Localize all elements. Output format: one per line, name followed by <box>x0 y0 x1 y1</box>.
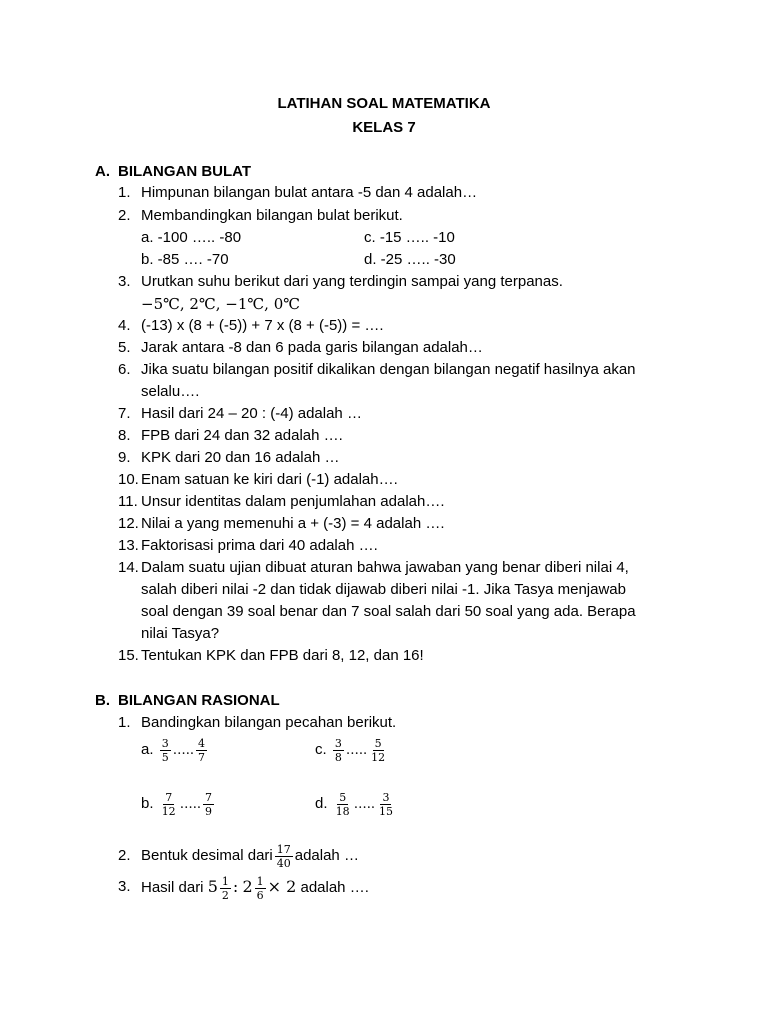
mixed-fraction-question <box>141 871 369 904</box>
question-text: adalah …. <box>300 879 369 896</box>
denominator: 12 <box>161 804 176 818</box>
question-number: 2. <box>118 207 131 224</box>
denominator: 12 <box>371 750 386 764</box>
denominator: 9 <box>204 804 212 818</box>
division-operator: : <box>232 877 239 896</box>
numerator: 5 <box>339 790 347 804</box>
denominator: 7 <box>197 750 205 764</box>
numerator: 1 <box>256 874 264 888</box>
question-text: (-13) x (8 + (-5)) + 7 x (8 + (-5)) = …. <box>141 317 384 334</box>
whole-number: 5 <box>207 877 218 896</box>
denominator: 8 <box>334 750 342 764</box>
question-text: Hasil dari 24 – 20 : (-4) adalah … <box>141 405 362 422</box>
question-text: Nilai a yang memenuhi a + (-3) = 4 adalah …. <box>141 515 445 532</box>
question-number: 4. <box>118 317 131 334</box>
fraction <box>333 737 344 764</box>
numerator: 17 <box>276 842 291 856</box>
page-subtitle: KELAS 7 <box>352 119 416 136</box>
option-label: d. <box>315 795 328 812</box>
question-number: 7. <box>118 405 131 422</box>
question-number: 1. <box>118 714 131 731</box>
question-text-continued: soal dengan 39 soal benar dan 7 soal salah dari 50 soal yang ada. Berapa <box>141 603 636 620</box>
option-c: c. -15 ….. -10 <box>364 229 455 246</box>
question-number: 8. <box>118 427 131 444</box>
question-text: Faktorisasi prima dari 40 adalah …. <box>141 537 378 554</box>
question-text: Tentukan KPK dan FPB dari 8, 12, dan 16! <box>141 647 424 664</box>
comparison-dots: ….. <box>172 743 194 758</box>
question-number: 12. <box>118 515 139 532</box>
fraction <box>220 875 231 902</box>
numerator: 5 <box>374 736 382 750</box>
question-text: FPB dari 24 dan 32 adalah …. <box>141 427 343 444</box>
fraction <box>275 843 293 870</box>
question-number: 2. <box>118 847 131 864</box>
section-a-title: BILANGAN BULAT <box>118 163 252 180</box>
option-a: a. -100 ….. -80 <box>141 229 242 246</box>
fraction <box>160 737 171 764</box>
denominator: 6 <box>256 888 264 902</box>
option-b: b. -85 …. -70 <box>141 251 229 268</box>
option-d: d. -25 ….. -30 <box>364 251 456 268</box>
question-text: Bandingkan bilangan pecahan berikut. <box>141 714 397 731</box>
fraction <box>377 791 395 818</box>
option-label: c. <box>315 741 327 758</box>
fraction-compare-d <box>315 788 397 821</box>
question-text: Urutkan suhu berikut dari yang terdingin sampai yang terpanas. <box>141 273 563 290</box>
question-number: 14. <box>118 559 139 576</box>
denominator: 15 <box>378 804 393 818</box>
comparison-dots: ….. <box>353 797 375 812</box>
question-number: 13. <box>118 537 139 554</box>
question-number: 9. <box>118 449 131 466</box>
question-text: Dalam suatu ujian dibuat aturan bahwa jawaban yang benar diberi nilai 4, <box>141 559 629 576</box>
question-text: Hasil dari <box>141 879 204 896</box>
question-text: Enam satuan ke kiri dari (-1) adalah…. <box>141 471 398 488</box>
fraction-compare-b <box>141 788 216 821</box>
fraction <box>255 875 266 902</box>
fraction <box>369 737 387 764</box>
whole-number: 2 <box>242 877 253 896</box>
fraction-compare-c <box>315 734 389 767</box>
question-number: 3. <box>118 273 131 290</box>
question-text: Unsur identitas dalam penjumlahan adalah…. <box>141 493 445 510</box>
numerator: 3 <box>334 736 342 750</box>
question-text: adalah … <box>294 847 359 864</box>
question-text-continued: nilai Tasya? <box>141 625 220 642</box>
denominator: 2 <box>221 888 229 902</box>
comparison-dots: ….. <box>179 797 201 812</box>
numerator: 7 <box>165 790 173 804</box>
section-b-letter: B. <box>95 692 110 709</box>
question-number: 11. <box>118 493 138 510</box>
denominator: 18 <box>335 804 350 818</box>
question-text: Himpunan bilangan bulat antara -5 dan 4 adalah… <box>141 184 478 201</box>
option-label: a. <box>141 741 154 758</box>
question-text: Jika suatu bilangan positif dikalikan dengan bilangan negatif hasilnya akan <box>141 361 636 378</box>
question-number: 15. <box>118 647 139 664</box>
comparison-dots: ….. <box>345 743 368 758</box>
numerator: 1 <box>221 874 229 888</box>
fraction <box>196 737 207 764</box>
question-number: 10. <box>118 471 139 488</box>
numerator: 4 <box>197 736 205 750</box>
section-b-title: BILANGAN RASIONAL <box>118 692 280 709</box>
numerator: 7 <box>204 790 212 804</box>
question-text: KPK dari 20 dan 16 adalah … <box>141 449 340 466</box>
numerator: 3 <box>161 736 169 750</box>
question-text-continued: selalu…. <box>141 383 200 400</box>
question-text: Bentuk desimal dari <box>141 847 273 864</box>
option-label: b. <box>141 795 154 812</box>
fraction <box>334 791 352 818</box>
fraction <box>203 791 214 818</box>
page-title: LATIHAN SOAL MATEMATIKA <box>277 95 491 112</box>
multiply-expression: × 2 <box>267 877 297 896</box>
question-text-continued: salah diberi nilai -2 dan tidak dijawab diberi nilai -1. Jika Tasya menjawab <box>141 581 626 598</box>
question-text: Membandingkan bilangan bulat berikut. <box>141 207 403 224</box>
fraction-compare-a <box>141 734 209 767</box>
question-number: 5. <box>118 339 131 356</box>
question-number: 3. <box>118 878 131 895</box>
section-a-letter: A. <box>95 163 110 180</box>
numerator: 3 <box>382 790 390 804</box>
question-number: 1. <box>118 184 131 201</box>
decimal-question <box>141 840 359 872</box>
denominator: 40 <box>276 856 291 870</box>
denominator: 5 <box>161 750 169 764</box>
temperature-list: −5℃, 2℃, −1℃, 0℃ <box>141 295 301 313</box>
fraction <box>160 791 178 818</box>
question-number: 6. <box>118 361 131 378</box>
question-text: Jarak antara -8 dan 6 pada garis bilangan adalah… <box>141 339 483 356</box>
